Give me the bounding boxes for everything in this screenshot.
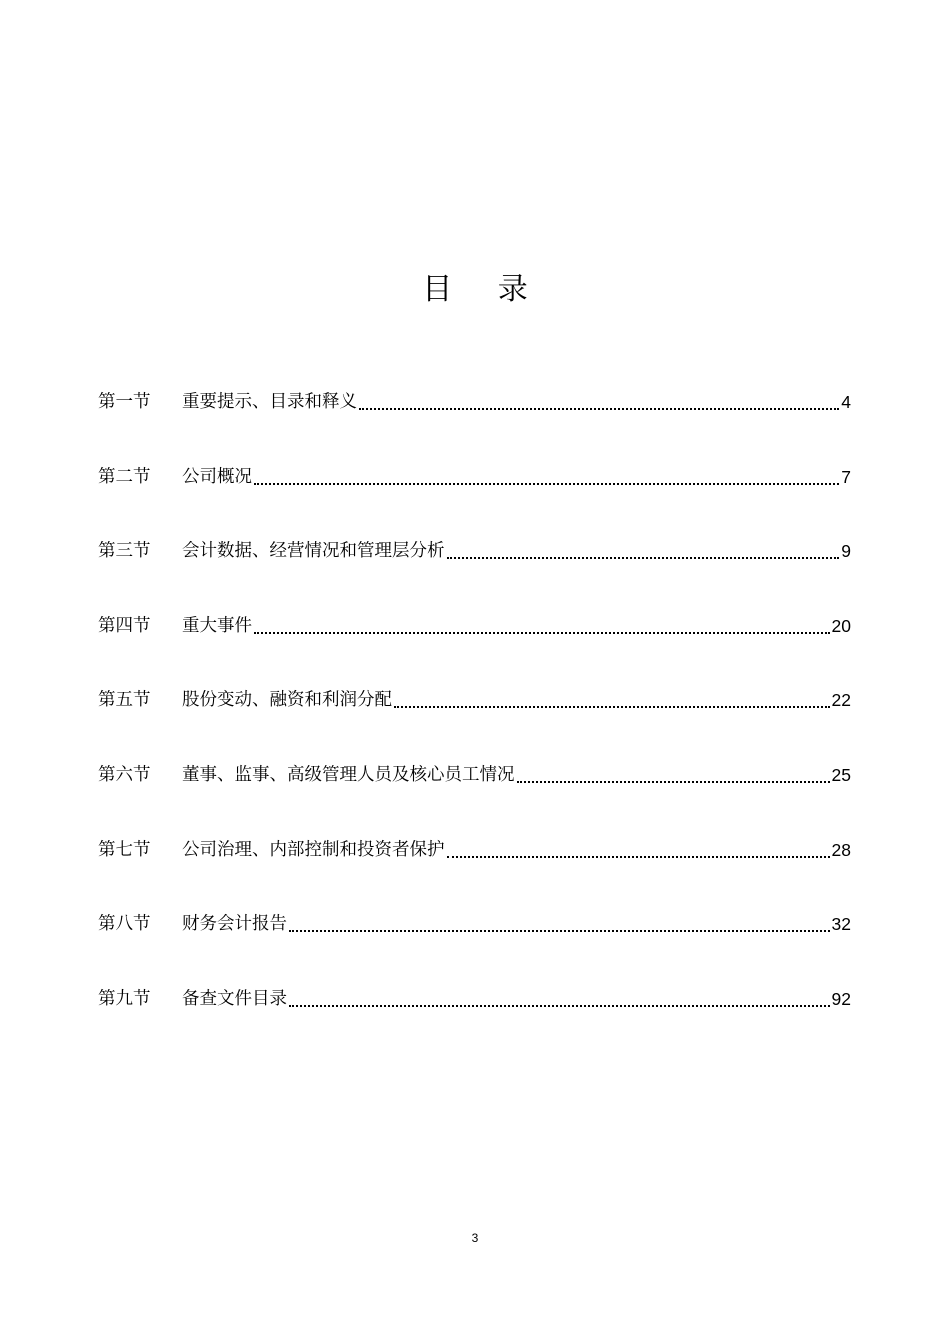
toc-dot-leader (289, 983, 830, 1015)
toc-entry[interactable] (98, 908, 851, 983)
toc-page-number: 7 (841, 466, 851, 487)
toc-dot-leader (394, 684, 830, 716)
toc-page-number: 22 (831, 690, 851, 711)
toc-section-number: 第二节 (98, 466, 151, 487)
page-title: 目 录 (422, 272, 546, 307)
toc-page-number: 32 (831, 914, 851, 935)
toc-entry[interactable] (98, 759, 851, 834)
toc-entry[interactable] (98, 684, 851, 759)
toc-dot-leader (359, 386, 839, 418)
toc-entry[interactable] (98, 535, 851, 610)
toc-entry[interactable] (98, 834, 851, 909)
toc-section-title: 公司概况 (182, 466, 252, 487)
toc-dot-leader (447, 535, 840, 567)
toc-entry[interactable] (98, 386, 851, 461)
toc-section-title: 会计数据、经营情况和管理层分析 (182, 541, 445, 562)
toc-dot-leader (517, 759, 830, 791)
toc-section-title: 财务会计报告 (182, 914, 287, 935)
toc-entry[interactable] (98, 983, 851, 1058)
toc-dot-leader (447, 834, 830, 866)
toc-entry[interactable] (98, 610, 851, 685)
toc-page-number: 9 (841, 541, 851, 562)
toc-section-title: 股份变动、融资和利润分配 (182, 690, 392, 711)
toc-section-number: 第一节 (98, 392, 151, 412)
toc-section-title: 重大事件 (182, 615, 252, 636)
table-of-contents (98, 386, 851, 1057)
toc-page-number: 4 (841, 392, 851, 412)
toc-section-number: 第四节 (98, 615, 151, 636)
toc-dot-leader (289, 908, 830, 940)
toc-dot-leader (254, 461, 839, 493)
toc-section-title: 重要提示、目录和释义 (182, 392, 357, 412)
toc-section-number: 第三节 (98, 541, 151, 562)
toc-page-number: 25 (831, 764, 851, 785)
toc-section-title: 备查文件目录 (182, 988, 287, 1009)
page-number: 3 (471, 1231, 479, 1245)
toc-entry[interactable] (98, 461, 851, 536)
toc-section-number: 第六节 (98, 764, 151, 785)
toc-page-number: 20 (831, 615, 851, 636)
toc-section-title: 公司治理、内部控制和投资者保护 (182, 839, 445, 860)
toc-section-number: 第五节 (98, 690, 151, 711)
toc-page-number: 92 (831, 988, 851, 1009)
toc-section-number: 第九节 (98, 988, 151, 1009)
toc-page-number: 28 (831, 839, 851, 860)
toc-section-title: 董事、监事、高级管理人员及核心员工情况 (182, 764, 515, 785)
toc-dot-leader (254, 610, 830, 642)
toc-section-number: 第七节 (98, 839, 151, 860)
toc-section-number: 第八节 (98, 914, 151, 935)
